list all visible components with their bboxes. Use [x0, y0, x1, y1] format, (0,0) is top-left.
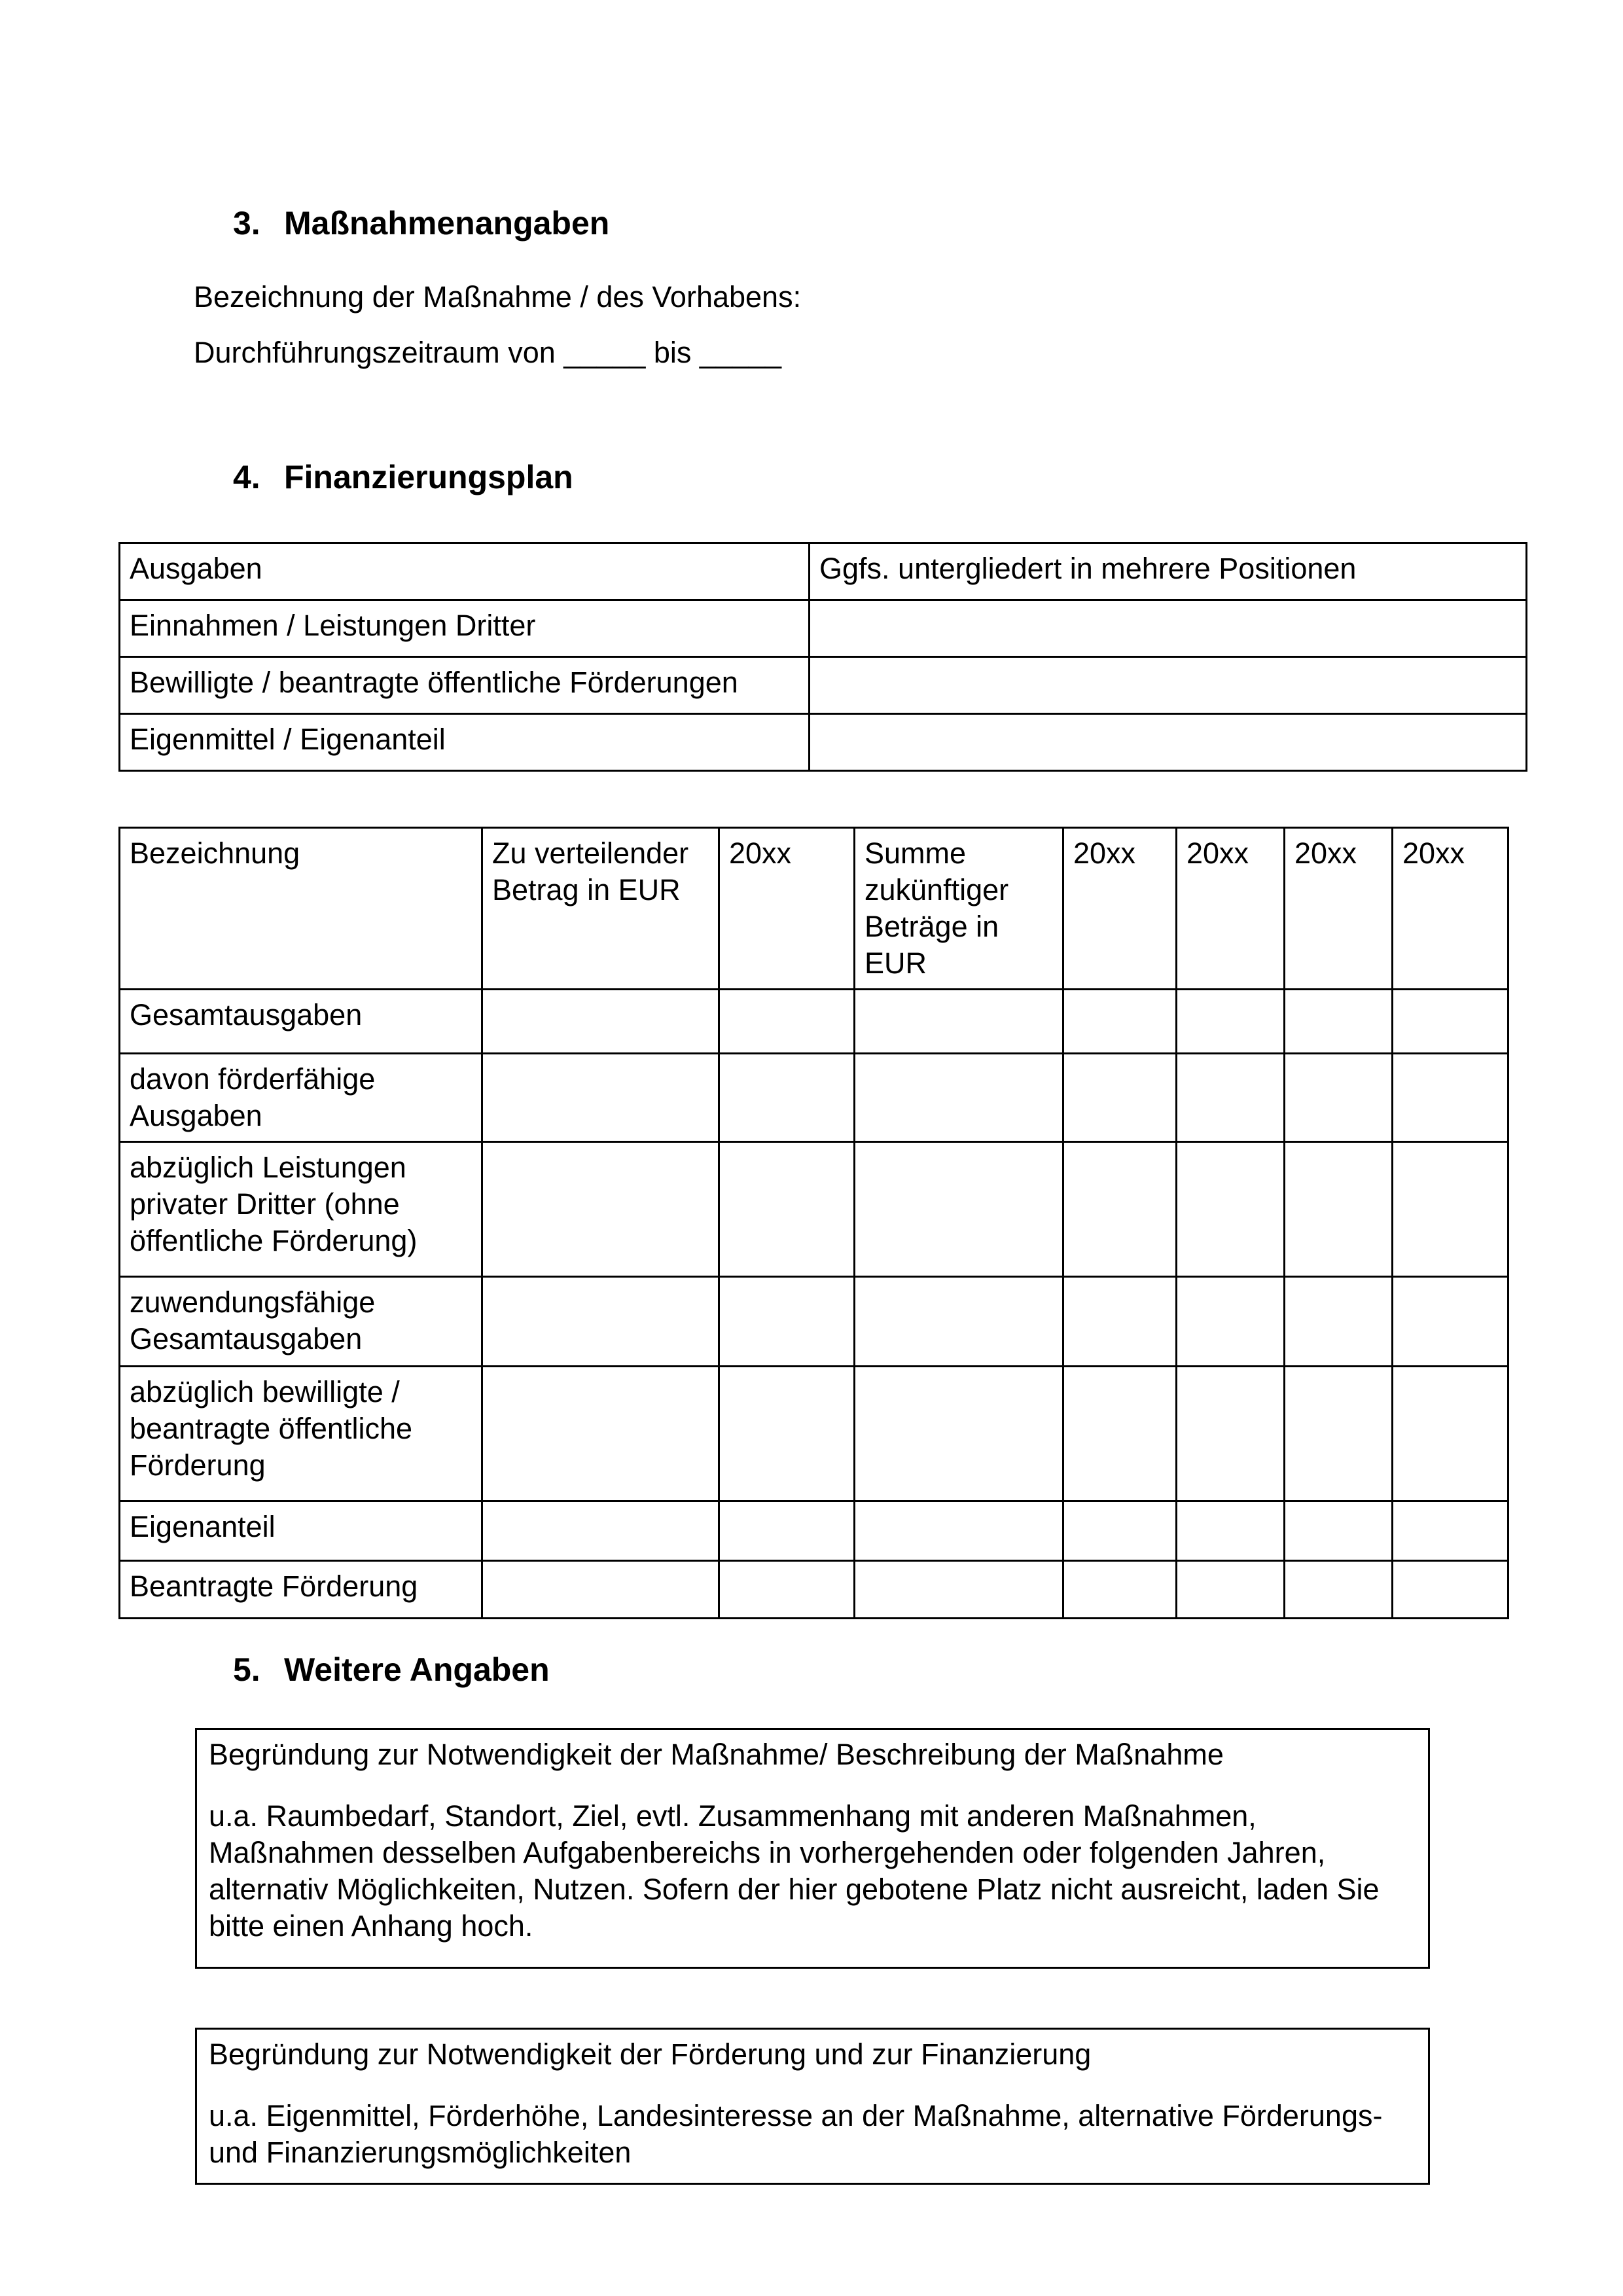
table-row: [120, 714, 1527, 771]
table2-row-label: abzüglich bewilligte / beantragte öffentliche Förderung: [120, 1367, 482, 1501]
table1-row-label: Eigenmittel / Eigenanteil: [120, 714, 810, 771]
box-body-line: u.a. Eigenmittel, Förderhöhe, Landesinteresse an der Maßnahme, alternative Förderungs-: [209, 2099, 1383, 2132]
table2-empty-cell: [1177, 990, 1285, 1054]
table2-empty-cell: [1285, 990, 1393, 1054]
table2-empty-cell: [719, 990, 855, 1054]
box-body-line: u.a. Raumbedarf, Standort, Ziel, evtl. Zusammenhang mit anderen Maßnahmen,: [209, 1799, 1257, 1833]
table2-empty-cell: [855, 1367, 1063, 1501]
table2-empty-cell: [1285, 1561, 1393, 1619]
implementation-period-line: Durchführungszeitraum von _____ bis _____: [194, 336, 782, 369]
table2-empty-cell: [719, 1277, 855, 1367]
justification-funding-box: [195, 2028, 1430, 2185]
table2-empty-cell: [1177, 1501, 1285, 1561]
table1-note-cell: Ggfs. untergliedert in mehrere Positionen: [810, 543, 1527, 600]
table-row: [120, 657, 1527, 714]
table1-empty-cell: [810, 714, 1527, 771]
table-row: [120, 1561, 1508, 1619]
table2-empty-cell: [482, 1277, 719, 1367]
table2-row-label: Eigenanteil: [120, 1501, 482, 1561]
table2-empty-cell: [855, 1501, 1063, 1561]
table1-empty-cell: [810, 600, 1527, 657]
table2-empty-cell: [855, 1277, 1063, 1367]
table2-empty-cell: [855, 1142, 1063, 1277]
table-row: [120, 543, 1527, 600]
table2-empty-cell: [482, 1367, 719, 1501]
table1-row-label: Bewilligte / beantragte öffentliche Förderungen: [120, 657, 810, 714]
financing-plan-table: [118, 827, 1509, 1619]
table2-empty-cell: [482, 1561, 719, 1619]
table2-empty-cell: [1063, 990, 1177, 1054]
table-header-row: [120, 828, 1508, 990]
box-body-line: alternativ Möglichkeiten, Nutzen. Sofern der hier gebotene Platz nicht ausreicht, laden Sie: [209, 1873, 1380, 1906]
table2-empty-cell: [719, 1054, 855, 1142]
box-body: [209, 1798, 1416, 1945]
table2-empty-cell: [1177, 1367, 1285, 1501]
table-row: [120, 600, 1527, 657]
table2-row-label: Gesamtausgaben: [120, 990, 482, 1054]
table2-empty-cell: [1393, 1501, 1508, 1561]
table2-empty-cell: [1393, 990, 1508, 1054]
table2-empty-cell: [482, 1054, 719, 1142]
section-number: 4.: [233, 459, 260, 495]
box-body-line: Maßnahmen desselben Aufgabenbereichs in vorhergehenden oder folgenden Jahren,: [209, 1836, 1326, 1869]
table2-empty-cell: [1393, 1142, 1508, 1277]
table2-empty-cell: [855, 990, 1063, 1054]
section-heading-finanzierungsplan: [233, 457, 573, 497]
table2-empty-cell: [1285, 1367, 1393, 1501]
table2-empty-cell: [1063, 1054, 1177, 1142]
header-zu-verteilender-betrag: Zu verteilender Betrag in EUR: [482, 828, 719, 990]
table2-empty-cell: [1063, 1367, 1177, 1501]
table2-empty-cell: [1063, 1277, 1177, 1367]
table2-row-label: Beantragte Förderung: [120, 1561, 482, 1619]
table2-empty-cell: [1063, 1561, 1177, 1619]
table2-empty-cell: [1177, 1277, 1285, 1367]
header-year: 20xx: [719, 828, 855, 990]
section-title: Maßnahmenangaben: [284, 205, 610, 242]
box-body-line: bitte einen Anhang hoch.: [209, 1909, 533, 1943]
table2-row-label: abzüglich Leistungen privater Dritter (ohne öffentliche Förderung): [120, 1142, 482, 1277]
table-row: [120, 1277, 1508, 1367]
table1-empty-cell: [810, 657, 1527, 714]
header-summe-zukuenftiger-betraege: Summe zukünftiger Beträge in EUR: [855, 828, 1063, 990]
table-row: [120, 1367, 1508, 1501]
table2-empty-cell: [1063, 1142, 1177, 1277]
table1-row-label: Einnahmen / Leistungen Dritter: [120, 600, 810, 657]
section-title: Finanzierungsplan: [284, 459, 573, 495]
table2-empty-cell: [719, 1561, 855, 1619]
table2-empty-cell: [1285, 1277, 1393, 1367]
table1-row-label: Ausgaben: [120, 543, 810, 600]
table2-empty-cell: [1393, 1561, 1508, 1619]
box-body-line: und Finanzierungsmöglichkeiten: [209, 2136, 632, 2169]
table-row: [120, 990, 1508, 1054]
table-row: [120, 1142, 1508, 1277]
table2-empty-cell: [1393, 1054, 1508, 1142]
table2-empty-cell: [1285, 1501, 1393, 1561]
box-title: Begründung zur Notwendigkeit der Förderung und zur Finanzierung: [209, 2037, 1092, 2071]
table2-empty-cell: [1285, 1054, 1393, 1142]
box-body: [209, 2098, 1416, 2171]
table2-empty-cell: [1063, 1501, 1177, 1561]
header-year: 20xx: [1393, 828, 1508, 990]
table2-empty-cell: [1177, 1054, 1285, 1142]
table2-empty-cell: [855, 1561, 1063, 1619]
section-number: 3.: [233, 205, 260, 242]
table2-row-label: davon förderfähige Ausgaben: [120, 1054, 482, 1142]
financing-overview-table: [118, 542, 1527, 772]
table2-empty-cell: [482, 990, 719, 1054]
table2-empty-cell: [1393, 1367, 1508, 1501]
table2-empty-cell: [1285, 1142, 1393, 1277]
table2-empty-cell: [482, 1142, 719, 1277]
header-year: 20xx: [1177, 828, 1285, 990]
header-year: 20xx: [1063, 828, 1177, 990]
measure-designation-line: Bezeichnung der Maßnahme / des Vorhabens:: [194, 280, 802, 314]
justification-measure-box: [195, 1728, 1430, 1969]
table-row: [120, 1054, 1508, 1142]
table2-empty-cell: [719, 1367, 855, 1501]
table2-row-label: zuwendungsfähige Gesamtausgaben: [120, 1277, 482, 1367]
section-number: 5.: [233, 1651, 260, 1688]
section-heading-massnahmenangaben: [233, 203, 609, 243]
table2-empty-cell: [1177, 1561, 1285, 1619]
table2-empty-cell: [1177, 1142, 1285, 1277]
table2-empty-cell: [1393, 1277, 1508, 1367]
header-year: 20xx: [1285, 828, 1393, 990]
table2-empty-cell: [855, 1054, 1063, 1142]
header-bezeichnung: Bezeichnung: [120, 828, 482, 990]
table-row: [120, 1501, 1508, 1561]
table2-empty-cell: [719, 1142, 855, 1277]
section-title: Weitere Angaben: [284, 1651, 550, 1688]
section-heading-weitere-angaben: [233, 1649, 550, 1690]
table2-empty-cell: [719, 1501, 855, 1561]
table2-empty-cell: [482, 1501, 719, 1561]
box-title: Begründung zur Notwendigkeit der Maßnahme/ Beschreibung der Maßnahme: [209, 1738, 1224, 1771]
